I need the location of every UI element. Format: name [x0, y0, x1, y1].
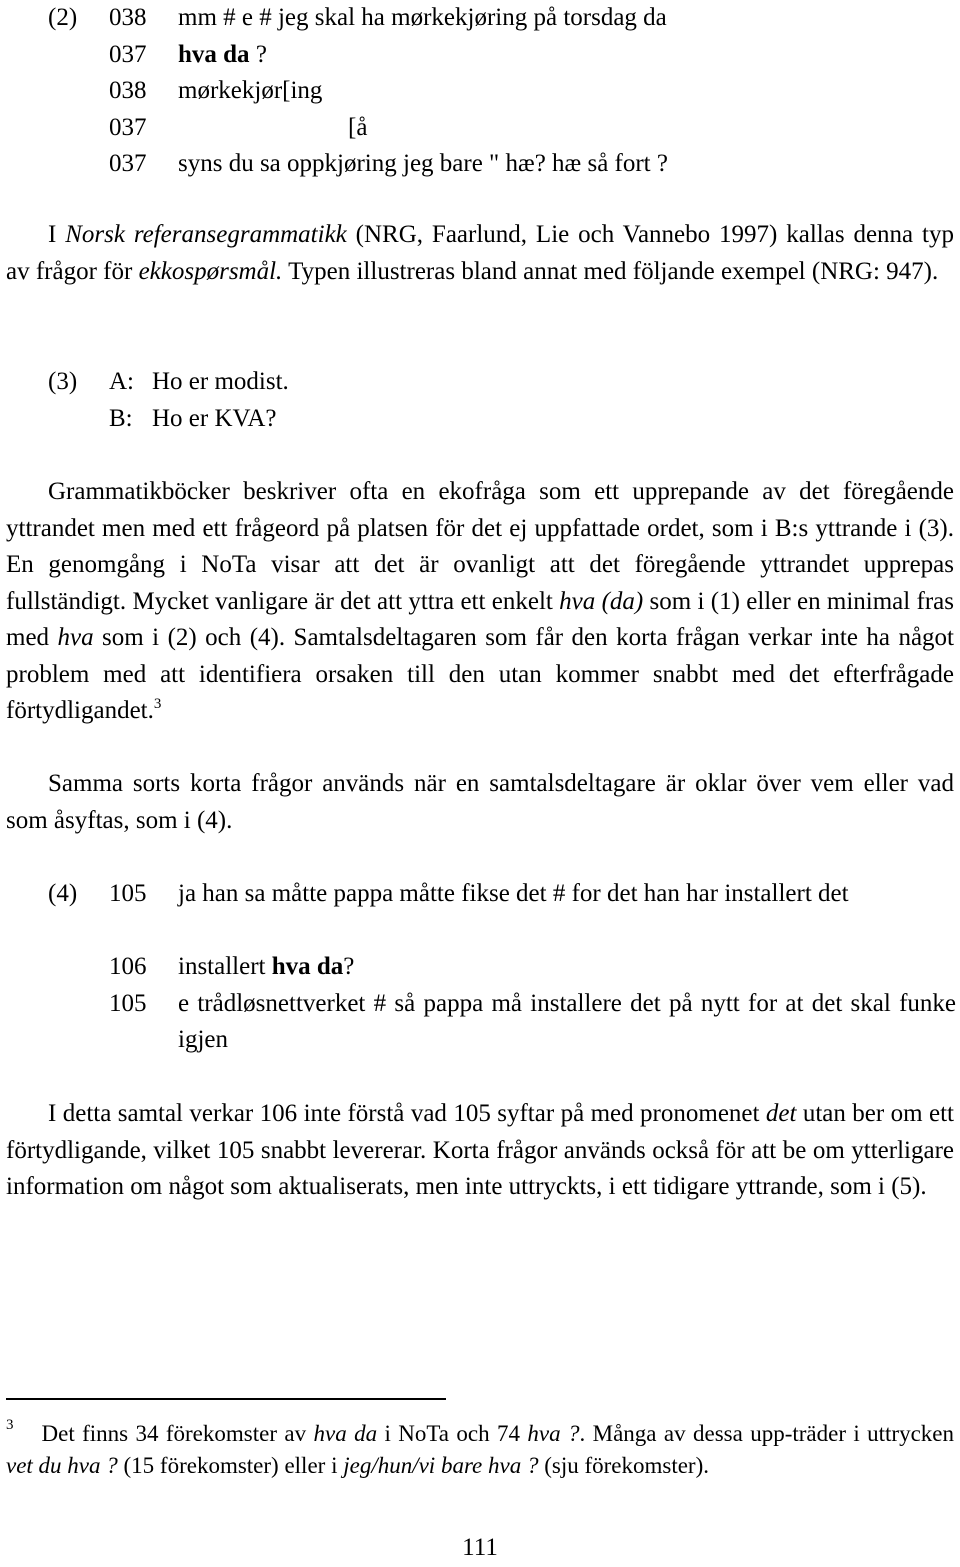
- example-2: [48, 0, 958, 183]
- footnote-text: (15 förekomster) eller i: [117, 1453, 344, 1478]
- speaker-label: B:: [109, 404, 133, 432]
- italic-term: det: [765, 1100, 797, 1127]
- example-row: [48, 146, 958, 183]
- example-3: [48, 364, 958, 437]
- paragraph-text: som i (1) eller en minimal fras med: [6, 587, 955, 651]
- paragraph: [6, 474, 954, 730]
- footnote-text: Det finns 34 förekomster av: [41, 1421, 314, 1446]
- footnote-mark: 3: [6, 1417, 14, 1433]
- paragraph-text: Typen illustreras bland annat med följande exempel (NRG: 947).: [282, 257, 939, 285]
- utterance-text: mm # e # jeg skal ha mørkekjøring på torsdag da: [178, 4, 667, 31]
- footnote-text: . Många av dessa upp-träder i uttrycken: [579, 1421, 954, 1446]
- utterance-text: ja han sa måtte pappa måtte fikse det # for det han har installert det: [178, 880, 849, 907]
- line-number: 037: [109, 150, 147, 177]
- example-row: [48, 986, 958, 1059]
- bold-question: hva da: [271, 953, 344, 980]
- footnote-text: (sju förekomster).: [538, 1453, 710, 1478]
- example-row: [48, 364, 958, 401]
- example-row: [48, 37, 958, 74]
- footnote-reference[interactable]: 3: [153, 696, 162, 712]
- line-number: 038: [109, 77, 147, 104]
- example-number: (3): [48, 368, 78, 395]
- paragraph-text: som i (2) och (4). Samtalsdeltagaren som får den korta frågan verkar inte ha något problem med att identifiera orsaken till den utan kommer snabbt med det efterfrågade förtydligandet.: [6, 624, 955, 724]
- line-number: 105: [109, 880, 147, 907]
- utterance-text-tail: ?: [249, 40, 267, 68]
- line-number: 037: [109, 40, 147, 68]
- footnote: [6, 1418, 954, 1482]
- example-row: [48, 876, 958, 949]
- italic-term: hva ?: [527, 1421, 580, 1446]
- utterance-text: e trådløsnettverket # så pappa må installere det på nytt for at det skal funke igjen: [178, 989, 956, 1053]
- example-row: [48, 73, 958, 110]
- page-number: 111: [462, 1534, 498, 1561]
- utterance-text-head: installert: [178, 953, 272, 980]
- paragraph: [6, 1096, 954, 1206]
- example-row: [48, 401, 958, 438]
- footnote-text: i NoTa och 74: [377, 1421, 528, 1446]
- italic-term: jeg/hun/vi bare hva ?: [343, 1453, 539, 1478]
- utterance-text: Ho er modist.: [152, 368, 289, 395]
- speaker-label: A:: [109, 368, 134, 395]
- italic-term: hva: [57, 624, 94, 651]
- italic-term: vet du hva ?: [6, 1453, 118, 1478]
- paragraph-text: utan ber om ett förtydligande, vilket 105 snabbt levererar. Korta frågor används också för att be om ytterligare information om något som aktualiserats, men inte uttryckts, i ett tidigare yttrande, som i (5).: [6, 1100, 954, 1200]
- paragraph-text: (NRG, Faarlund, Lie och Vannebo 1997) kallas denna typ av frågor för: [6, 221, 954, 285]
- bold-question: hva da: [178, 40, 250, 68]
- line-number: 106: [109, 953, 147, 980]
- utterance-text: Ho er KVA?: [152, 404, 277, 432]
- italic-term: ekkospørsmål.: [138, 257, 283, 285]
- italic-term: hva (da): [559, 587, 644, 615]
- line-number: 105: [109, 989, 147, 1017]
- example-row: [48, 949, 958, 986]
- utterance-text: syns du sa oppkjøring jeg bare " hæ? hæ så fort ?: [178, 150, 668, 177]
- utterance-text: [å: [348, 113, 368, 141]
- paragraph-text: Grammatikböcker beskriver ofta en ekofråga som ett upprepande av det föregående yttrandet men med ett frågeord på platsen för det ej uppfattade ordet, som i B:s yttrande i (3). En genomgång i NoTa visar att det är ovanligt att det föregående yttrandet upprepas fullständigt. Mycket vanligare är det att yttra ett enkelt: [6, 478, 954, 615]
- line-number: 037: [109, 113, 147, 141]
- utterance-text: [178, 949, 354, 986]
- example-row: [48, 110, 958, 147]
- paragraph: Samma sorts korta frågor används när en samtalsdeltagare är oklar över vem eller vad som åsyftas, som i (4).: [6, 770, 954, 834]
- example-4: [48, 876, 958, 1059]
- italic-title: Norsk referansegrammatikk: [65, 221, 347, 248]
- footnote-separator: [6, 1398, 446, 1400]
- paragraph-text: I detta samtal verkar 106 inte förstå vad 105 syftar på med pronomenet: [48, 1100, 766, 1127]
- italic-term: hva da: [313, 1421, 378, 1446]
- example-row: [48, 0, 958, 37]
- example-number: (2): [48, 4, 78, 31]
- paragraph-text: I: [48, 221, 66, 248]
- utterance-text: mørkekjør[ing: [178, 77, 323, 104]
- paragraph: [6, 217, 954, 290]
- utterance-text: [178, 37, 267, 74]
- utterance-text-tail: ?: [343, 953, 355, 980]
- example-number: (4): [48, 880, 78, 907]
- line-number: 038: [109, 4, 147, 31]
